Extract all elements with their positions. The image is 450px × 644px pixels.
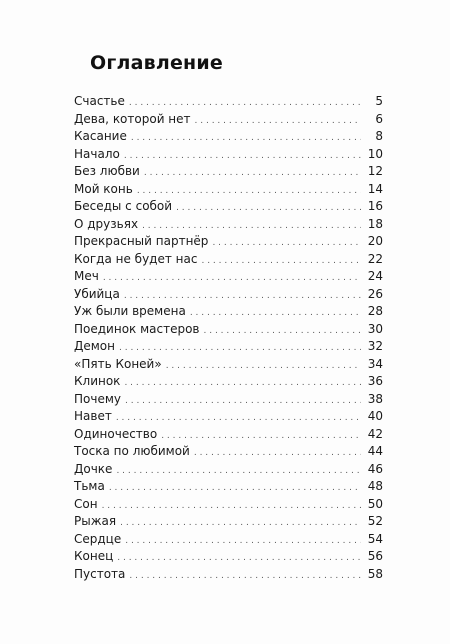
toc-entry-page-number: 12 [367, 164, 383, 178]
toc-entry-title: Тоска по любимой [74, 444, 190, 458]
toc-entry-page-number: 32 [367, 339, 383, 353]
dot-leader [190, 305, 361, 323]
toc-entry [74, 548, 383, 566]
page-title: Оглавление [90, 52, 223, 74]
toc-entry [74, 356, 383, 374]
toc-entry [74, 461, 383, 479]
toc-entry-page-number: 58 [367, 566, 383, 581]
toc-entry [74, 373, 383, 391]
toc-entry [74, 286, 383, 304]
toc-entry-page-number: 48 [367, 479, 383, 493]
toc-entry [74, 531, 383, 549]
dot-leader [125, 393, 361, 411]
toc-entry [74, 338, 383, 356]
toc-entry-page-number: 38 [367, 391, 383, 406]
toc-entry-page-number: 28 [367, 304, 383, 318]
toc-entry-title: О друзьях [74, 216, 139, 231]
dot-leader [201, 253, 361, 271]
dot-leader [124, 148, 361, 166]
toc-entry-title: Сон [74, 496, 98, 511]
toc-entry-page-number: 52 [367, 514, 383, 528]
toc-entry-page-number: 36 [367, 374, 383, 388]
toc-entry [74, 303, 383, 321]
toc-entry [74, 321, 383, 339]
toc-entry-page-number: 22 [367, 251, 383, 266]
toc-entry-page-number: 30 [367, 321, 383, 336]
dot-leader [120, 515, 361, 533]
toc-entry-title: Меч [74, 269, 99, 283]
toc-entry-page-number: 46 [367, 461, 383, 476]
dot-leader [131, 130, 361, 148]
toc-entry-page-number: 40 [367, 409, 383, 423]
toc-entry [74, 513, 383, 531]
toc-entry [74, 496, 383, 514]
toc-entry-title: Поединок мастеров [74, 321, 200, 336]
toc-entry-title: Конец [74, 549, 114, 563]
toc-entry-page-number: 6 [375, 111, 383, 126]
toc-entry-title: Клинок [74, 374, 121, 388]
toc-entry [74, 146, 383, 164]
toc-entry [74, 198, 383, 216]
toc-entry-title: Касание [74, 129, 127, 143]
toc-entry-title: Убийца [74, 286, 120, 301]
toc-entry-page-number: 44 [367, 444, 383, 458]
toc-entry-title: Дочке [74, 461, 113, 476]
toc-entry [74, 181, 383, 199]
toc-entry-page-number: 8 [375, 129, 383, 143]
toc-entry-title: Когда не будет нас [74, 251, 198, 266]
toc-entry-page-number: 56 [367, 549, 383, 563]
toc-entry [74, 216, 383, 234]
dot-leader [176, 200, 361, 218]
dot-leader [125, 533, 361, 551]
toc-entry-page-number: 14 [367, 181, 383, 196]
toc-entry [74, 163, 383, 181]
toc-entry [74, 93, 383, 111]
dot-leader [129, 568, 361, 586]
toc-entry [74, 233, 383, 251]
toc-entry-title: Прекрасный партнёр [74, 234, 209, 248]
toc-entry-title: Без любви [74, 164, 140, 178]
toc-entry-title: Начало [74, 146, 120, 161]
dot-leader [166, 358, 361, 376]
toc-entry-title: Мой конь [74, 181, 133, 196]
toc-entry-title: Навет [74, 409, 112, 423]
toc-entry [74, 251, 383, 269]
toc-entry [74, 128, 383, 146]
dot-leader [116, 463, 361, 481]
toc-entry-title: Почему [74, 391, 121, 406]
toc-entry-title: Сердце [74, 531, 122, 546]
toc-entry-title: Пустота [74, 566, 126, 581]
toc-entry-title: Беседы с собой [74, 199, 173, 213]
dot-leader [102, 498, 361, 516]
toc-entry [74, 111, 383, 129]
dot-leader [194, 445, 361, 463]
toc-entry [74, 426, 383, 444]
dot-leader [212, 235, 361, 253]
toc-entry-title: Рыжая [74, 514, 117, 528]
toc-entry [74, 391, 383, 409]
dot-leader [117, 550, 361, 568]
toc-entry [74, 268, 383, 286]
toc-entry [74, 478, 383, 496]
toc-entry-page-number: 5 [375, 94, 383, 108]
dot-leader [195, 113, 361, 131]
toc-entry-page-number: 26 [367, 286, 383, 301]
dot-leader [124, 375, 361, 393]
toc-entry-title: Одиночество [74, 426, 158, 441]
dot-leader [109, 480, 361, 498]
dot-leader [204, 323, 361, 341]
toc-entry-page-number: 34 [367, 356, 383, 371]
table-of-contents [74, 93, 383, 583]
toc-entry-title: Уж были времена [74, 304, 186, 318]
toc-entry-page-number: 10 [367, 146, 383, 161]
toc-entry-page-number: 18 [367, 216, 383, 231]
toc-entry-title: Дева, которой нет [74, 111, 191, 126]
dot-leader [144, 165, 361, 183]
toc-entry-title: Счастье [74, 94, 125, 108]
toc-entry [74, 443, 383, 461]
toc-entry-title: Демон [74, 339, 115, 353]
toc-entry [74, 408, 383, 426]
toc-entry-title: Тьма [74, 479, 105, 493]
toc-entry-title: «Пять Коней» [74, 356, 162, 371]
toc-entry-page-number: 42 [367, 426, 383, 441]
toc-entry [74, 566, 383, 584]
toc-entry-page-number: 54 [367, 531, 383, 546]
dot-leader [103, 270, 361, 288]
toc-entry-page-number: 16 [367, 199, 383, 213]
toc-entry-page-number: 50 [367, 496, 383, 511]
toc-entry-page-number: 20 [367, 234, 383, 248]
toc-entry-page-number: 24 [367, 269, 383, 283]
